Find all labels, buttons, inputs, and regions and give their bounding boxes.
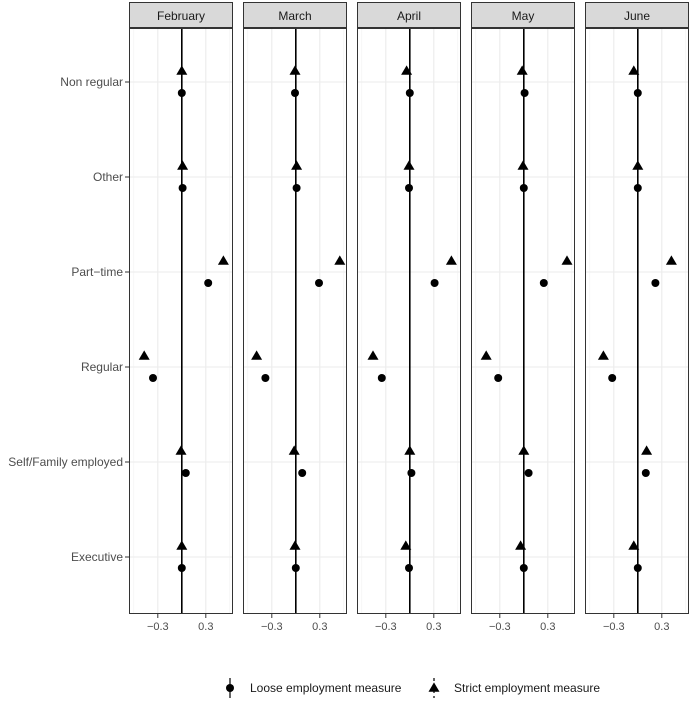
x-tick-label: 0.3 [312, 621, 328, 633]
x-tick-label: 0.3 [198, 621, 214, 633]
point-loose-employment-measure-self-family-employed [525, 469, 533, 477]
facet-strip-label: June [623, 9, 651, 23]
point-loose-employment-measure-part-time [651, 279, 659, 287]
point-loose-employment-measure-self-family-employed [407, 469, 415, 477]
point-loose-employment-measure-non-regular [291, 89, 299, 97]
y-tick-label: Part−time [71, 265, 123, 279]
point-loose-employment-measure-regular [494, 374, 502, 382]
legend-label: Strict employment measure [454, 681, 601, 695]
legend-item-strict-employment-measure [429, 678, 601, 698]
facet-panel-may [471, 3, 575, 634]
point-loose-employment-measure-other [634, 184, 642, 192]
point-loose-employment-measure-non-regular [521, 89, 529, 97]
legend-item-loose-employment-measure [226, 678, 402, 698]
point-loose-employment-measure-part-time [315, 279, 323, 287]
point-loose-employment-measure-regular [261, 374, 269, 382]
point-loose-employment-measure-executive [520, 564, 528, 572]
facet-strip-label: April [396, 9, 422, 23]
point-loose-employment-measure-self-family-employed [298, 469, 306, 477]
point-loose-employment-measure-self-family-employed [182, 469, 190, 477]
x-tick-label: −0.3 [374, 621, 397, 633]
point-loose-employment-measure-regular [149, 374, 157, 382]
x-tick-label: 0.3 [654, 621, 670, 633]
point-loose-employment-measure-part-time [540, 279, 548, 287]
x-tick-label: 0.3 [426, 621, 442, 633]
point-loose-employment-measure-other [179, 184, 187, 192]
facet-strip-label: February [156, 9, 206, 23]
legend-key-circle [226, 684, 234, 692]
facet-panel-june [585, 3, 689, 634]
point-loose-employment-measure-part-time [431, 279, 439, 287]
legend-label: Loose employment measure [250, 681, 402, 695]
point-loose-employment-measure-other [405, 184, 413, 192]
facet-panel-february [129, 3, 233, 634]
x-tick-label: −0.3 [488, 621, 511, 633]
point-loose-employment-measure-part-time [204, 279, 212, 287]
y-tick-label: Regular [80, 360, 123, 374]
point-loose-employment-measure-non-regular [406, 89, 414, 97]
x-tick-label: −0.3 [146, 621, 169, 633]
point-loose-employment-measure-non-regular [634, 89, 642, 97]
point-loose-employment-measure-regular [608, 374, 616, 382]
y-tick-label: Other [92, 170, 123, 184]
point-loose-employment-measure-executive [178, 564, 186, 572]
point-loose-employment-measure-other [520, 184, 528, 192]
y-tick-label: Self/Family employed [8, 455, 123, 469]
facet-strip-label: March [278, 9, 312, 23]
facet-panel-april [357, 3, 461, 634]
x-tick-label: 0.3 [540, 621, 556, 633]
y-tick-label: Non regular [60, 75, 123, 89]
x-tick-label: −0.3 [602, 621, 625, 633]
y-tick-label: Executive [70, 550, 123, 564]
point-loose-employment-measure-executive [405, 564, 413, 572]
legend [226, 678, 600, 698]
facet-panel-march [243, 3, 347, 634]
x-tick-label: −0.3 [260, 621, 283, 633]
point-loose-employment-measure-self-family-employed [642, 469, 650, 477]
point-loose-employment-measure-regular [378, 374, 386, 382]
point-loose-employment-measure-non-regular [178, 89, 186, 97]
point-loose-employment-measure-other [293, 184, 301, 192]
facet-strip-label: May [511, 9, 535, 23]
legend-key-triangle [429, 682, 440, 691]
point-loose-employment-measure-executive [292, 564, 300, 572]
point-loose-employment-measure-executive [634, 564, 642, 572]
